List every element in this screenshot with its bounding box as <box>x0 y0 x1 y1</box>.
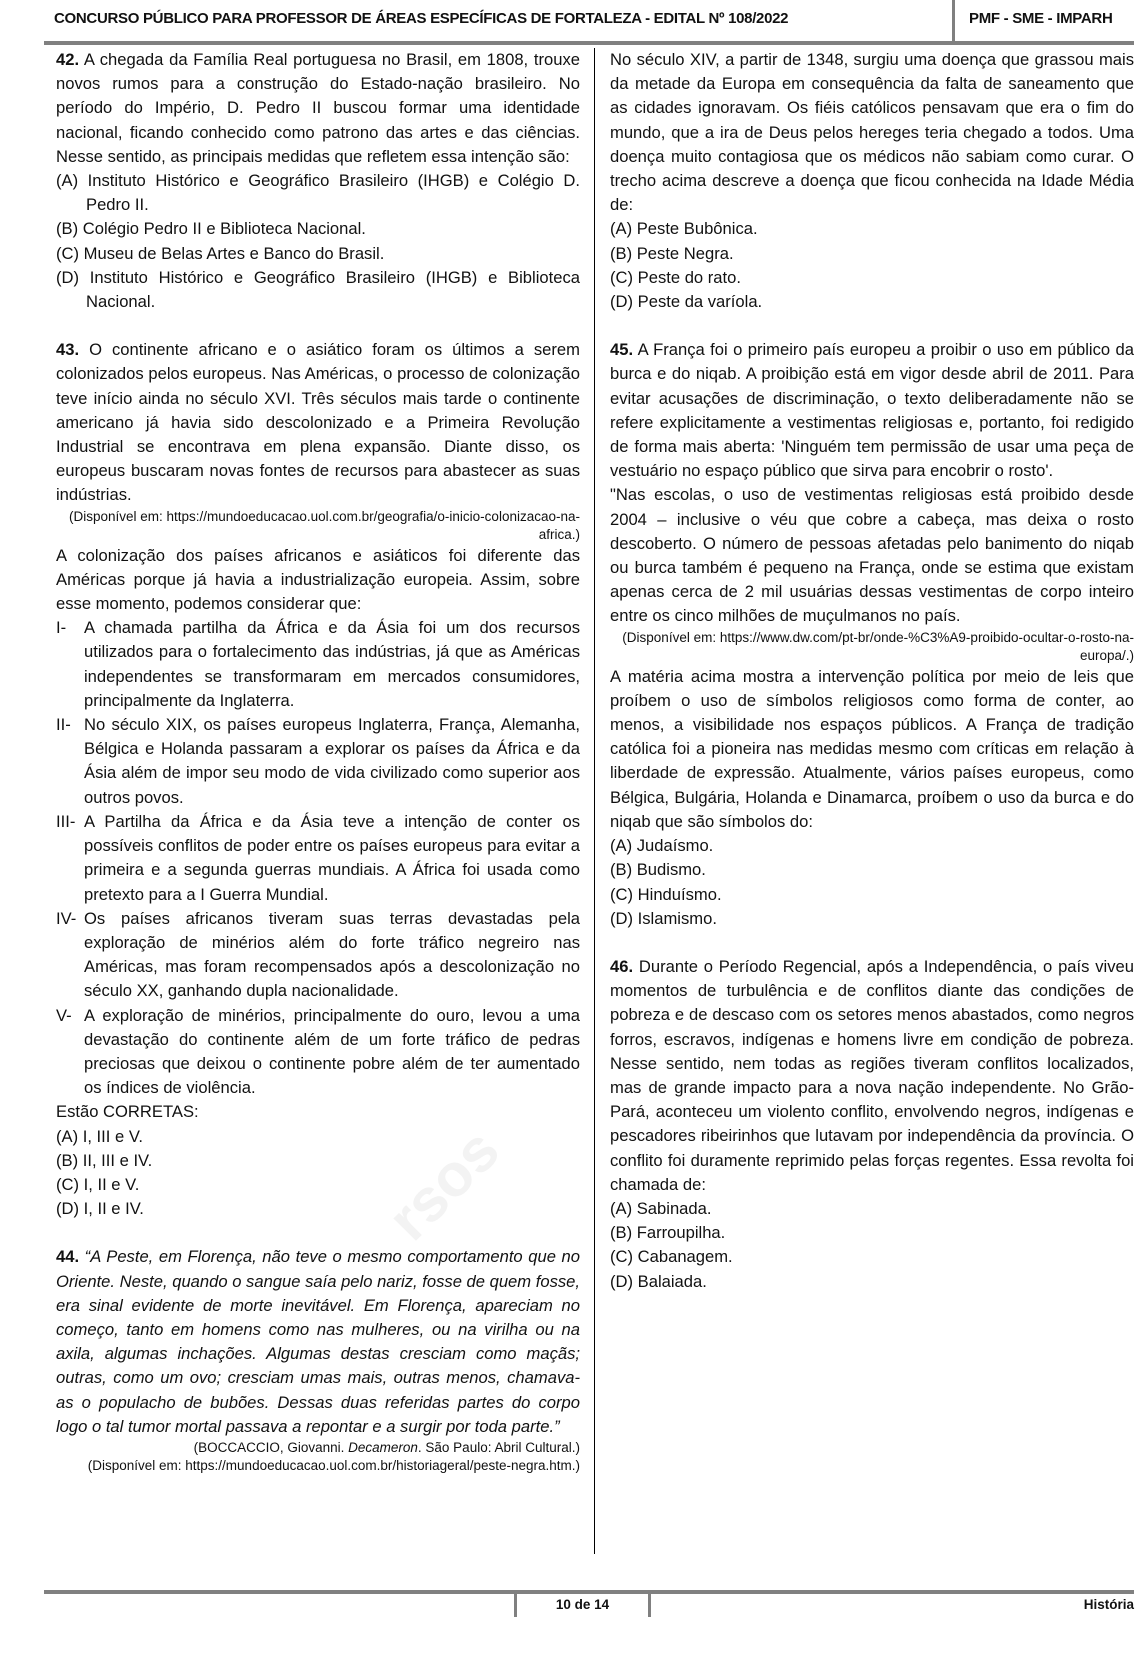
question-44-continued <box>610 48 1134 314</box>
question-number: 46. <box>610 956 634 976</box>
question-stem: 43. O continente africano e o asiático foram os últimos a serem colonizados pelos europeus. Nas Américas, o processo de colonização teve início ainda no século XVI. Três séculos mais tarde o continente americano já havia sido descolonizado e a Primeira Revolução Industrial se encontrava em plena expansão. Diante disso, os europeus buscaram novas fontes de recursos para abastecer as suas indústrias. <box>56 340 580 505</box>
question-number: 45. <box>610 340 634 360</box>
question-stem: 46. Durante o Período Regencial, após a Independência, o país viveu momentos de turbulência e de conflitos diante das condições de pobreza e de descaso com os setores menos abastados, como negros forros, escravos, indígenas e homens livre em condição de pobreza. Nesse sentido, nem todas as regiões tiveram conflitos localizados, mas de grande impacto para a nova nação independente. No Grão-Pará, aconteceu um violento conflito, envolvendo negros, indígenas e pescadores ribeirinhos que lutavam por independência da província. O conflito foi duramente reprimido pelas forças regentes. Essa revolta foi chamada de: <box>610 956 1134 1194</box>
question-prompt: A matéria acima mostra a intervenção política por meio de leis que proíbem o uso de símbolos religiosos como forma de conter, ao menos, a visibilidade nos espaços públicos. A França de tradição católica foi a pioneira nas medidas mesmo com críticas em relação à liberdade de expressão. Atualmente, vários países europeus, como Bélgica, Bulgária, Holanda e Dinamarca, proíbem o uso da burca e do niqab que são símbolos do: <box>610 666 1134 831</box>
question-number: 42. <box>56 50 80 69</box>
option-d[interactable]: (D) I, II e IV. <box>56 1199 144 1219</box>
option-b[interactable]: (B) Farroupilha. <box>610 1223 726 1243</box>
page-number: 10 de 14 <box>555 1597 610 1612</box>
option-c[interactable]: (C) Peste do rato. <box>610 267 741 287</box>
option-c[interactable]: (C) I, II e V. <box>56 1174 140 1194</box>
option-a[interactable]: (A) Sabinada. <box>610 1198 712 1218</box>
question-stem: No século XIV, a partir de 1348, surgiu uma doença que grassou mais da metade da Europa em consequência da falta de saneamento que as cidades ignoravam. Os fiéis católicos pensavam que era o fim do mundo, que a ira de Deus pelos hereges teria chegado a todos. Uma doença muito contagiosa que os médicos não sabiam como curar. O trecho acima descreve a doença que ficou conhecida na Idade Média de: <box>610 50 1134 215</box>
option-c[interactable]: (C) Hinduísmo. <box>610 884 722 904</box>
statement-ii: II- No século XIX, os países europeus Inglaterra, França, Alemanha, Bélgica e Holanda passaram a explorar os países da África e da Ásia além de impor seu modo de vida civilizado como superior aos outros povos. <box>56 715 580 807</box>
subject-label: História <box>1083 1597 1134 1612</box>
question-quote: 44. “A Peste, em Florença, não teve o mesmo comportamento que no Oriente. Neste, quando o sangue saía pelo nariz, fosse de quem fosse, era sinal evidente de morte inevitável. Em Florença, apareciam no começo, tanto em homens como nas mulheres, ou na virilha ou na axila, algumas inchações. Algumas destas cresciam como maçãs; outras, como um ovo; cresciam umas mais, outras menos, chamava-as o populacho de bubões. Dessas duas referidas partes do corpo logo o tal tumor mortal passava a repontar e a surgir por toda parte.” <box>56 1247 580 1436</box>
question-number: 44. <box>56 1247 80 1267</box>
option-a[interactable]: (A) Judaísmo. <box>610 836 714 856</box>
question-46 <box>610 955 1134 1294</box>
statement-iv: IV- Os países africanos tiveram suas terras devastadas pela exploração de minérios além do forte tráfico negreiro nas Américas, mas foram recompensados após a descolonização no século XX, ganhando dupla nacionalidade. <box>56 908 580 1001</box>
question-quote: "Nas escolas, o uso de vestimentas religiosas está proibido desde 2004 – inclusive o véu que cobre a cabeça, mas deixa o rosto descoberto. O número de pessoas afetadas pelo banimento do niqab ou burca também é pequeno na França, onde se estima que existam apenas cerca de 2 mil usuárias dessas vestimentas de corpo inteiro entre os cinco milhões de muçulmanos no país. <box>610 485 1134 626</box>
footer-divider-right <box>648 1590 651 1617</box>
option-a[interactable]: (A) Instituto Histórico e Geográfico Brasileiro (IHGB) e Colégio D. Pedro II. <box>56 171 580 215</box>
option-c[interactable]: (C) Museu de Belas Artes e Banco do Brasil. <box>56 243 385 263</box>
question-prompt: A colonização dos países africanos e asiáticos foi diferente das Américas porque já havia a industrialização europeia. Assim, sobre esse momento, podemos considerar que: <box>56 545 580 614</box>
option-b[interactable]: (B) II, III e IV. <box>56 1150 153 1170</box>
header-divider <box>952 0 955 44</box>
question-stem: 45. A França foi o primeiro país europeu a proibir o uso em público da burca e do niqab. A proibição está em vigor desde abril de 2011. Para evitar acusações de discriminação, o texto deliberadamente não se refere explicitamente a vestimentas religiosas e, portanto, foi redigido de forma mais aberta: 'Ninguém tem permissão de usar uma peça de vestuário no espaço público que sirva para encobrir o rosto'. <box>610 340 1134 481</box>
statement-v: V- A exploração de minérios, principalmente do ouro, levou a uma devastação do continente além de um forte tráfico de pedras preciosas que deixou o continente pobre além de ter aumentado os índices de violência. <box>56 1005 580 1098</box>
source-citation-web: (Disponível em: https://mundoeducacao.uol.com.br/historiageral/peste-negra.htm.) <box>87 1457 580 1473</box>
statement-iii: III- A Partilha da África e da Ásia teve a intenção de conter os possíveis conflitos de poder entre os países europeus para evitar a primeira e a segunda guerras mundiais. A África foi usada como pretexto para a I Guerra Mundial. <box>56 811 580 904</box>
watermark: rsos <box>374 1115 512 1254</box>
option-d[interactable]: (D) Peste da varíola. <box>610 292 763 312</box>
exam-organization: PMF - SME - IMPARH <box>969 10 1113 27</box>
page-header <box>44 0 1134 44</box>
footer-rule <box>44 1590 1134 1594</box>
exam-title: CONCURSO PÚBLICO PARA PROFESSOR DE ÁREAS ESPECÍFICAS DE FORTALEZA - EDITAL Nº 108/2022 <box>54 10 789 27</box>
header-rule <box>44 41 1134 45</box>
source-citation: (Disponível em: https://www.dw.com/pt-br/onde-%C3%A9-proibido-ocultar-o-rosto-na-europa/.) <box>622 629 1134 663</box>
statement-i: I- A chamada partilha da África e da Ásia foi um dos recursos utilizados para o fortalecimento das indústrias, já que as Américas independentes se transformaram em mercados consumidores, principalmente da Inglaterra. <box>56 618 580 710</box>
question-number: 43. <box>56 340 80 360</box>
option-b[interactable]: (B) Budismo. <box>610 860 706 880</box>
source-citation: (Disponível em: https://mundoeducacao.uol.com.br/geografia/o-inicio-colonizacao-na-africa.) <box>68 508 580 542</box>
right-column <box>610 48 1134 1294</box>
question-44 <box>56 1245 580 1475</box>
option-b[interactable]: (B) Colégio Pedro II e Biblioteca Nacional. <box>56 219 366 239</box>
column-divider <box>594 48 595 1554</box>
option-a[interactable]: (A) Peste Bubônica. <box>610 219 758 239</box>
question-instruction: Estão CORRETAS: <box>56 1102 199 1122</box>
question-43 <box>56 338 580 1221</box>
option-d[interactable]: (D) Instituto Histórico e Geográfico Brasileiro (IHGB) e Biblioteca Nacional. <box>56 267 580 312</box>
option-d[interactable]: (D) Islamismo. <box>610 908 717 928</box>
option-a[interactable]: (A) I, III e V. <box>56 1126 143 1146</box>
question-stem: 42. A chegada da Família Real portuguesa no Brasil, em 1808, trouxe novos rumos para a construção do Estado-nação brasileiro. No período do Império, D. Pedro II buscou formar uma identidade nacional, ficando conhecido como patrono das artes e das ciências. Nesse sentido, as principais medidas que refletem essa intenção são: <box>56 50 580 166</box>
question-42 <box>56 48 580 314</box>
option-b[interactable]: (B) Peste Negra. <box>610 243 734 263</box>
question-45 <box>610 338 1134 931</box>
source-citation-book: (BOCCACCIO, Giovanni. Decameron. São Paulo: Abril Cultural.) <box>193 1439 580 1455</box>
option-c[interactable]: (C) Cabanagem. <box>610 1247 733 1267</box>
left-column <box>56 48 580 1475</box>
option-d[interactable]: (D) Balaiada. <box>610 1271 707 1291</box>
